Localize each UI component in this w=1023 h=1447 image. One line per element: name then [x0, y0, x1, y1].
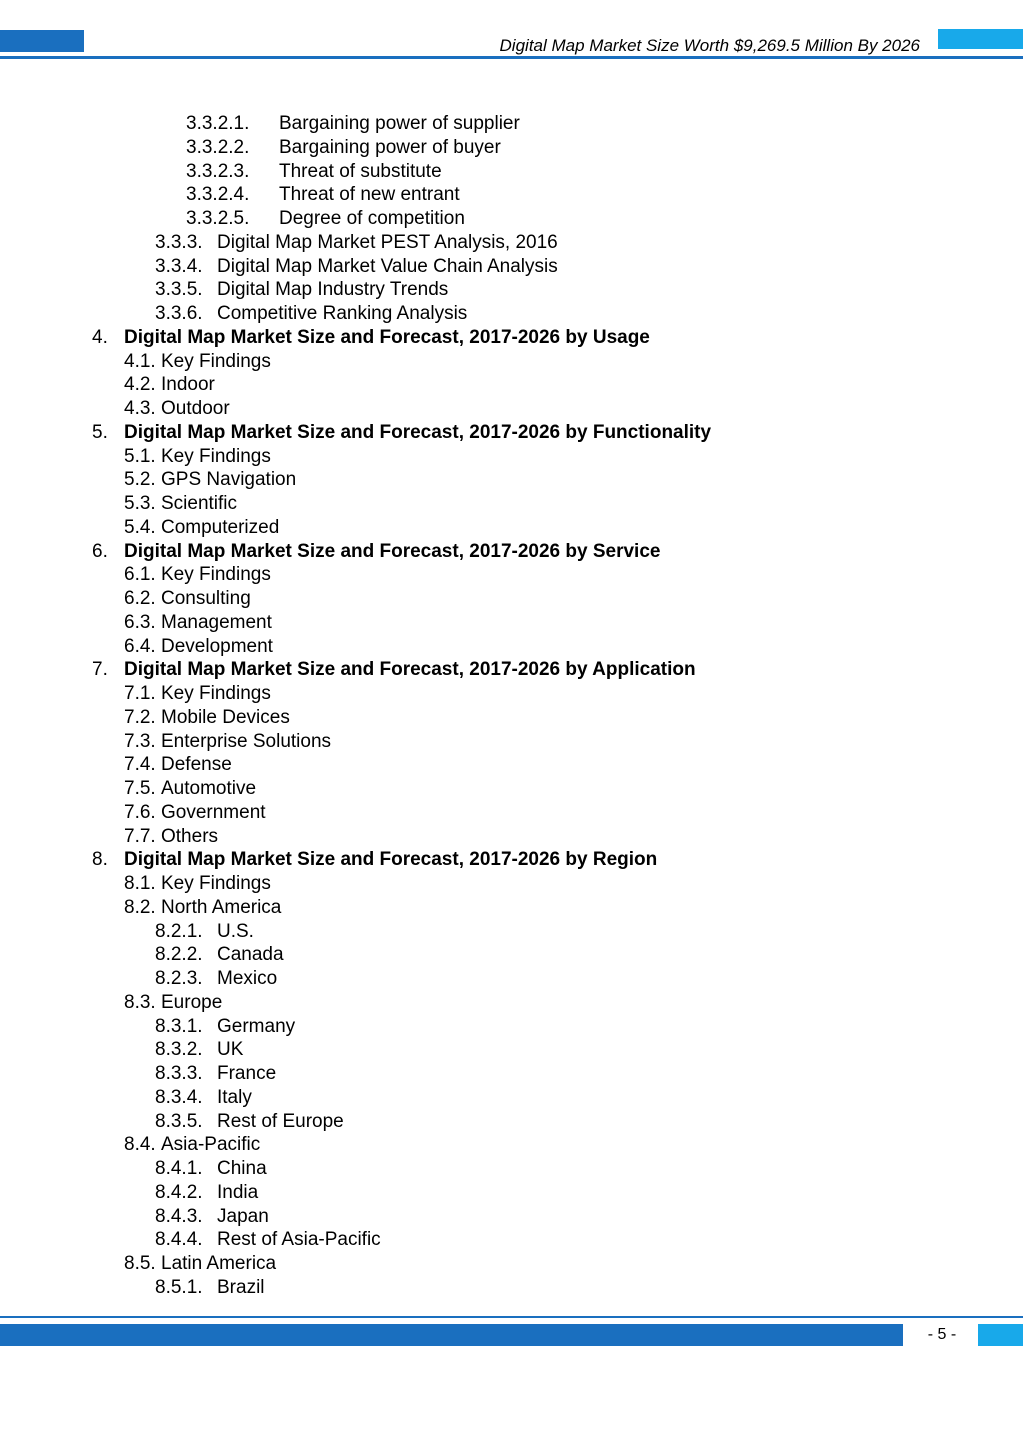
toc-entry: [0, 468, 1023, 492]
toc-entry-label: Europe: [161, 991, 223, 1013]
toc-entry-label: China: [217, 1158, 267, 1179]
toc-entry-number: 7.1.: [124, 683, 156, 704]
toc-entry-label: Outdoor: [161, 398, 230, 419]
toc-entry-number: 8.5.1.: [155, 1276, 203, 1298]
toc-entry-number: 7.2.: [124, 706, 156, 728]
toc-entry-label: Italy: [217, 1086, 252, 1108]
toc-entry-number: 4.3.: [124, 398, 156, 419]
toc-entry: [0, 373, 1023, 397]
toc-entry-label: Development: [161, 635, 273, 657]
toc-entry: [0, 1228, 1023, 1252]
toc-entry: [0, 967, 1023, 991]
toc-entry-number: 3.3.2.3.: [186, 160, 250, 182]
header-divider: [0, 56, 1023, 59]
toc-entry-number: 8.2.2.: [155, 944, 203, 966]
toc-entry: [0, 896, 1023, 920]
toc-entry-label: Consulting: [161, 588, 251, 609]
toc-entry-number: 8.1.: [124, 873, 156, 894]
toc-entry-number: 8.4.1.: [155, 1158, 203, 1179]
footer-accent-block-right: [978, 1324, 1023, 1346]
toc-entry: [0, 730, 1023, 754]
toc-entry-number: 8.3.: [124, 991, 156, 1013]
toc-entry: [0, 326, 1023, 350]
toc-entry-number: 6.3.: [124, 611, 156, 633]
toc-entry-number: 7.4.: [124, 754, 156, 776]
toc-entry-number: 8.: [92, 849, 108, 871]
toc-entry: [0, 302, 1023, 326]
toc-entry-number: 7.5.: [124, 778, 156, 799]
toc-entry-label: Rest of Asia-Pacific: [217, 1229, 381, 1251]
toc-entry-number: 8.4.: [124, 1134, 156, 1156]
toc-entry-number: 3.3.2.5.: [186, 208, 250, 229]
toc-entry-label: Bargaining power of buyer: [279, 136, 501, 158]
toc-entry: [0, 1062, 1023, 1086]
toc-entry-label: Asia-Pacific: [161, 1134, 261, 1156]
toc-section-heading: Digital Map Market Size and Forecast, 2017-2026 by Usage: [124, 326, 650, 348]
toc-entry-label: Canada: [217, 944, 284, 966]
toc-entry-label: Government: [161, 801, 266, 823]
toc-entry-number: 8.5.: [124, 1253, 156, 1274]
toc-entry: [0, 920, 1023, 944]
toc-entry: [0, 1276, 1023, 1300]
toc-entry: [0, 160, 1023, 184]
toc-entry-number: 7.3.: [124, 730, 156, 752]
toc-entry-number: 3.3.5.: [155, 279, 203, 301]
toc-entry: [0, 753, 1023, 777]
toc-entry: [0, 563, 1023, 587]
toc-entry-number: 8.3.5.: [155, 1110, 203, 1132]
toc-entry-label: Digital Map Market PEST Analysis, 2016: [217, 231, 558, 253]
toc-entry-number: 7.: [92, 659, 108, 681]
toc-entry-number: 8.4.4.: [155, 1229, 203, 1251]
toc-entry-number: 3.3.4.: [155, 255, 203, 277]
toc-section-heading: Digital Map Market Size and Forecast, 2017-2026 by Application: [124, 659, 696, 681]
toc-entry-number: 8.2.3.: [155, 968, 203, 989]
toc-entry-number: 4.2.: [124, 374, 156, 396]
toc-entry: [0, 801, 1023, 825]
toc-entry-label: Digital Map Market Value Chain Analysis: [217, 255, 558, 277]
toc-entry-label: Management: [161, 611, 272, 633]
toc-entry: [0, 1205, 1023, 1229]
footer-divider: [0, 1316, 1023, 1318]
toc-entry: [0, 516, 1023, 540]
toc-entry: [0, 350, 1023, 374]
toc-entry: [0, 1157, 1023, 1181]
toc-entry-label: Competitive Ranking Analysis: [217, 303, 468, 324]
toc-entry: [0, 540, 1023, 564]
toc-entry-number: 7.7.: [124, 825, 156, 847]
toc-entry-label: Key Findings: [161, 683, 271, 704]
toc-entry: [0, 1110, 1023, 1134]
toc-entry-number: 8.2.1.: [155, 920, 203, 942]
toc-entry: [0, 183, 1023, 207]
toc-entry-number: 6.2.: [124, 588, 156, 609]
toc-entry-number: 3.3.6.: [155, 303, 203, 324]
header-title: Digital Map Market Size Worth $9,269.5 Million By 2026: [499, 36, 920, 55]
toc-entry-number: 3.3.2.4.: [186, 184, 250, 206]
toc-entry-label: Digital Map Industry Trends: [217, 279, 449, 301]
toc-entry-label: Degree of competition: [279, 208, 465, 229]
toc-entry-number: 8.4.2.: [155, 1181, 203, 1203]
toc-entry: [0, 872, 1023, 896]
toc-entry-number: 5.: [92, 421, 108, 443]
toc-entry: [0, 397, 1023, 421]
toc-entry-number: 3.3.2.2.: [186, 136, 250, 158]
toc-section-heading: Digital Map Market Size and Forecast, 2017-2026 by Service: [124, 540, 661, 562]
toc-entry-label: Key Findings: [161, 350, 271, 372]
toc-entry-label: Automotive: [161, 778, 257, 799]
toc-entry-label: North America: [161, 896, 282, 918]
toc-entry: [0, 112, 1023, 136]
toc-entry: [0, 611, 1023, 635]
toc-entry-number: 3.3.2.1.: [186, 113, 250, 134]
toc-entry: [0, 231, 1023, 255]
toc-entry: [0, 658, 1023, 682]
toc-entry-number: 4.: [92, 326, 108, 348]
toc-entry-label: Scientific: [161, 493, 238, 514]
toc-entry: [0, 1086, 1023, 1110]
toc-entry-number: 5.4.: [124, 516, 156, 538]
toc-entry-number: 8.3.3.: [155, 1063, 203, 1084]
toc-entry-label: France: [217, 1063, 277, 1084]
toc-entry: [0, 991, 1023, 1015]
toc-entry-label: Key Findings: [161, 873, 271, 894]
toc-entry-number: 8.3.4.: [155, 1086, 203, 1108]
toc-entry-number: 8.4.3.: [155, 1205, 203, 1227]
toc-entry-label: Latin America: [161, 1253, 277, 1274]
toc-entry: [0, 1181, 1023, 1205]
toc-entry-label: Indoor: [161, 374, 215, 396]
toc-entry-label: Brazil: [217, 1276, 265, 1298]
toc-entry-label: Germany: [217, 1015, 296, 1037]
toc-entry-number: 4.1.: [124, 350, 156, 372]
toc-entry-label: Mobile Devices: [161, 706, 290, 728]
toc-entry-label: Key Findings: [161, 564, 271, 586]
toc-entry-label: Mexico: [217, 968, 278, 989]
toc-entry: [0, 587, 1023, 611]
toc-entry: [0, 278, 1023, 302]
toc-entry-label: India: [217, 1181, 259, 1203]
toc-entry: [0, 492, 1023, 516]
toc-entry-number: 8.3.1.: [155, 1015, 203, 1037]
toc-entry-label: Rest of Europe: [217, 1110, 344, 1132]
toc-entry-number: 7.6.: [124, 801, 156, 823]
toc-entry-label: Key Findings: [161, 445, 271, 467]
toc-entry-label: Computerized: [161, 516, 280, 538]
toc-entry-label: U.S.: [217, 920, 254, 942]
toc-entry-number: 5.3.: [124, 493, 156, 514]
toc-entry-label: Defense: [161, 754, 232, 776]
toc-entry: [0, 848, 1023, 872]
toc-entry-label: Japan: [217, 1205, 269, 1227]
header-accent-block-left: [0, 30, 84, 52]
toc-entry: [0, 706, 1023, 730]
table-of-contents: [0, 112, 1023, 1300]
toc-entry: [0, 682, 1023, 706]
toc-entry: [0, 1038, 1023, 1062]
toc-entry-label: Threat of substitute: [279, 160, 442, 182]
toc-entry-label: GPS Navigation: [161, 469, 297, 491]
toc-entry: [0, 777, 1023, 801]
toc-entry-label: Others: [161, 825, 219, 847]
toc-section-heading: Digital Map Market Size and Forecast, 2017-2026 by Region: [124, 849, 658, 871]
toc-entry: [0, 445, 1023, 469]
header-accent-block-right: [938, 29, 1023, 49]
toc-entry: [0, 255, 1023, 279]
toc-entry-number: 5.2.: [124, 469, 156, 491]
toc-entry-number: 5.1.: [124, 445, 156, 467]
toc-entry-label: Bargaining power of supplier: [279, 113, 520, 134]
toc-entry: [0, 1133, 1023, 1157]
toc-entry-label: Enterprise Solutions: [161, 730, 332, 752]
toc-entry: [0, 207, 1023, 231]
toc-entry: [0, 825, 1023, 849]
toc-entry-number: 8.3.2.: [155, 1039, 203, 1061]
toc-entry: [0, 1252, 1023, 1276]
toc-entry-number: 8.2.: [124, 896, 156, 918]
toc-entry: [0, 421, 1023, 445]
toc-section-heading: Digital Map Market Size and Forecast, 2017-2026 by Functionality: [124, 421, 712, 443]
toc-entry-number: 6.: [92, 540, 108, 562]
toc-entry: [0, 136, 1023, 160]
page-number: - 5 -: [927, 1326, 957, 1343]
toc-entry: [0, 943, 1023, 967]
footer-accent-bar: [0, 1324, 903, 1346]
toc-entry-number: 3.3.3.: [155, 231, 203, 253]
toc-entry-number: 6.1.: [124, 564, 156, 586]
toc-entry-label: Threat of new entrant: [279, 184, 460, 206]
toc-entry-label: UK: [217, 1039, 244, 1061]
toc-entry: [0, 1015, 1023, 1039]
toc-entry-number: 6.4.: [124, 635, 156, 657]
toc-entry: [0, 635, 1023, 659]
